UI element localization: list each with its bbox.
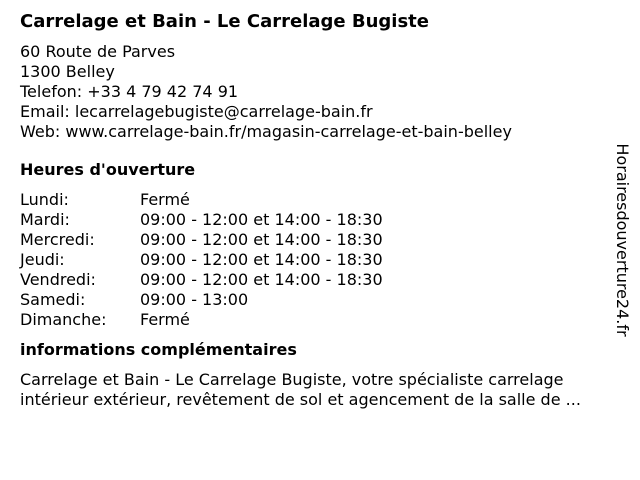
contact-block [20, 42, 610, 142]
email-link[interactable]: lecarrelagebugiste@carrelage-bain.fr [74, 102, 373, 121]
phone-line [20, 82, 610, 102]
info-line-1: Carrelage et Bain - Le Carrelage Bugiste, votre spécialiste carrelage [20, 370, 564, 389]
day-hours: 09:00 - 12:00 et 14:00 - 18:30 [140, 210, 383, 229]
hours-row-dimanche [20, 310, 610, 330]
day-label: Jeudi: [20, 250, 65, 269]
email-label: Email: [20, 102, 75, 121]
hours-row-mercredi [20, 230, 610, 250]
business-card [20, 10, 610, 410]
info-heading: informations complémentaires [20, 340, 297, 359]
day-label: Lundi: [20, 190, 69, 209]
day-hours: 09:00 - 12:00 et 14:00 - 18:30 [140, 250, 383, 269]
hours-row-mardi [20, 210, 610, 230]
info-description [20, 370, 610, 410]
day-label: Vendredi: [20, 270, 96, 289]
web-label: Web: [20, 122, 66, 141]
hours-row-lundi [20, 190, 610, 210]
phone-link[interactable]: +33 4 79 42 74 91 [87, 82, 239, 101]
web-line [20, 122, 610, 142]
city: 1300 Belley [20, 62, 115, 81]
day-hours: 09:00 - 12:00 et 14:00 - 18:30 [140, 230, 383, 249]
business-title: Carrelage et Bain - Le Carrelage Bugiste [20, 11, 429, 32]
day-label: Samedi: [20, 290, 86, 309]
email-line [20, 102, 610, 122]
web-link[interactable]: www.carrelage-bain.fr/magasin-carrelage-et-bain-belley [65, 122, 512, 141]
day-label: Dimanche: [20, 310, 107, 329]
hours-row-vendredi [20, 270, 610, 290]
day-hours: 09:00 - 12:00 et 14:00 - 18:30 [140, 270, 383, 289]
info-line-2: intérieur extérieur, revêtement de sol et agencement de la salle de ... [20, 390, 581, 409]
day-hours: Fermé [140, 190, 190, 209]
street-address: 60 Route de Parves [20, 42, 176, 61]
site-watermark: Horairesdouverture24.fr [613, 143, 632, 337]
day-label: Mercredi: [20, 230, 95, 249]
hours-row-samedi [20, 290, 610, 310]
hours-table [20, 190, 610, 330]
day-label: Mardi: [20, 210, 70, 229]
day-hours: 09:00 - 13:00 [140, 290, 249, 309]
day-hours: Fermé [140, 310, 190, 329]
hours-row-jeudi [20, 250, 610, 270]
phone-label: Telefon: [20, 82, 88, 101]
hours-heading: Heures d'ouverture [20, 160, 196, 179]
